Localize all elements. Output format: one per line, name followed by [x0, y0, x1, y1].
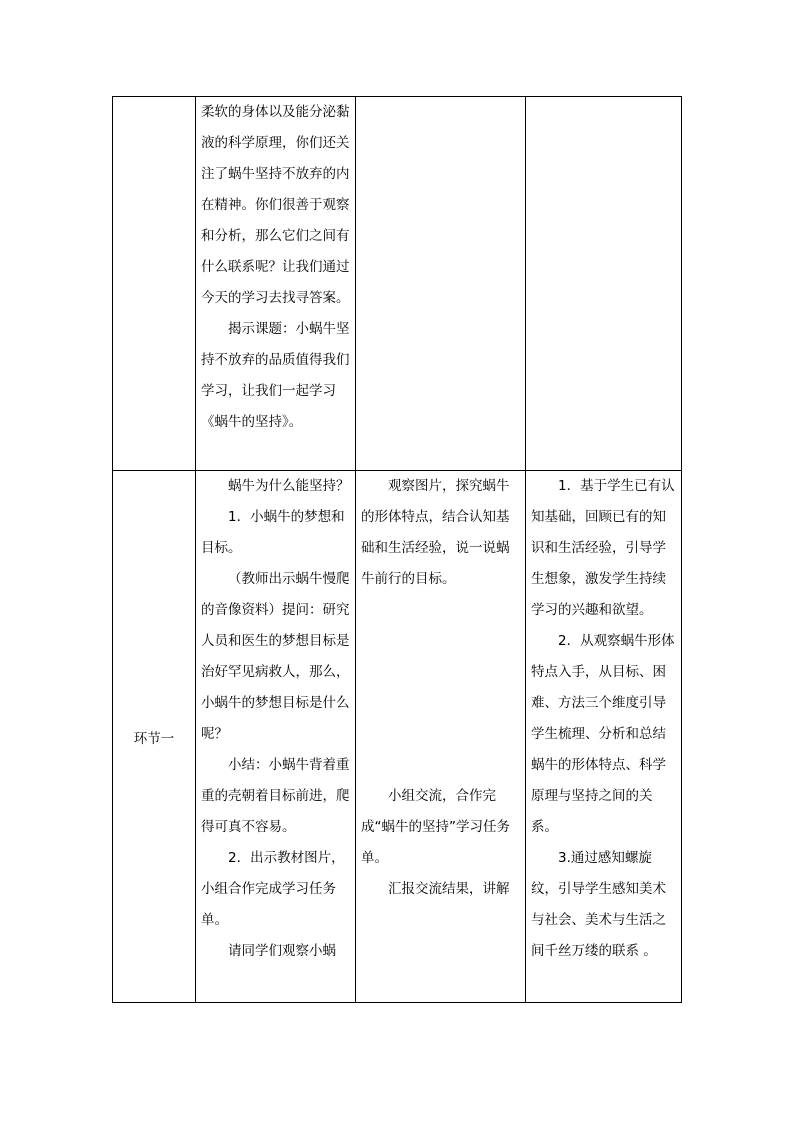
paragraph: 揭示课题：小蜗牛坚持不放弃的品质值得我们学习，让我们一起学习《蜗牛的坚持》。	[201, 321, 350, 430]
design-intent-cell	[526, 471, 682, 1003]
paragraph: 1．小蜗牛的梦想和目标。	[201, 509, 345, 556]
paragraph: 观察图片，探究蜗牛的形体特点，结合认知基础和生活经验，说一说蜗牛前行的目标。	[361, 478, 510, 587]
paragraph: 请同学们观察小蜗	[228, 943, 336, 959]
paragraph: 2．从观察蜗牛形体特点入手，从目标、困难、方法三个维度引导学生梳理、分析和总结蜗牛的形体特点、科学原理与坚持之间的关系。	[531, 633, 675, 835]
paragraph: 1．基于学生已有认知基础，回顾已有的知识和生活经验，引导学生想象，激发学生持续学习的兴趣和欲望。	[531, 478, 675, 618]
table-row	[113, 97, 682, 471]
teacher-activity-cell	[196, 97, 356, 471]
paragraph: 柔软的身体以及能分泌黏液的科学原理，你们还关注了蜗牛坚持不放弃的内在精神。你们很善于观察和分析，那么它们之间有什么联系呢？让我们通过今天的学习去找寻答案。	[201, 104, 350, 306]
lesson-plan-table	[112, 96, 682, 1003]
student-activity-cell	[356, 471, 526, 1003]
paragraph: （教师出示蜗牛慢爬的音像资料）提问：研究人员和医生的梦想目标是治好罕见病救人，那么，小蜗牛的梦想目标是什么呢？	[201, 571, 350, 742]
student-activity-cell	[356, 97, 526, 471]
paragraph: 蜗牛为什么能坚持？	[228, 478, 350, 494]
table-row	[113, 471, 682, 1003]
design-intent-cell	[526, 97, 682, 471]
paragraph: 小结：小蜗牛背着重重的壳朝着目标前进，爬得可真不容易。	[201, 757, 350, 835]
teacher-activity-cell	[196, 471, 356, 1003]
paragraph: 2．出示教材图片，小组合作完成学习任务单。	[201, 850, 345, 928]
stage-label: 环节一	[133, 730, 175, 747]
paragraph: 汇报交流结果，讲解	[388, 881, 510, 897]
paragraph: 小组交流，合作完成“蜗牛的坚持”学习任务单。	[361, 788, 510, 866]
stage-cell	[113, 471, 196, 1003]
stage-cell	[113, 97, 196, 471]
paragraph: 3.通过感知螺旋纹，引导学生感知美术与社会、美术与生活之间千丝万缕的联系 。	[531, 850, 666, 959]
